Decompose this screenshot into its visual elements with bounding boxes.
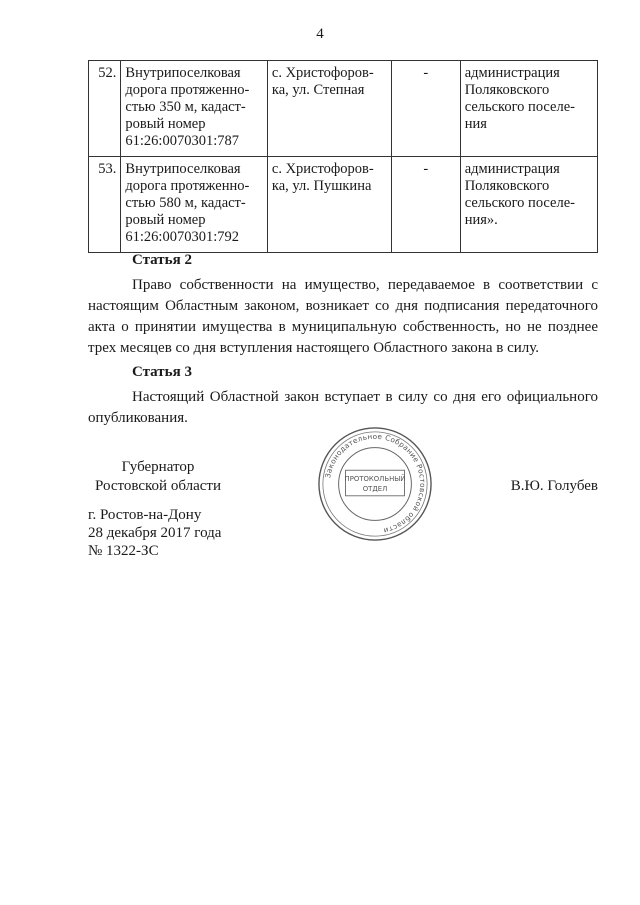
text-line: стью 580 м, кадаст- — [125, 195, 246, 211]
property-address — [267, 61, 391, 157]
post-line: Губернатор — [121, 459, 195, 475]
stamp-ring-text: Законодательное Собрание Ростовской области — [323, 431, 428, 536]
official-stamp — [316, 425, 434, 543]
post-line: Ростовской области — [95, 478, 221, 494]
text-line: ния — [464, 116, 487, 132]
text-line: ровый номер — [125, 212, 206, 228]
property-name — [121, 61, 267, 157]
row-number: 53. — [89, 157, 121, 253]
text-line: стью 350 м, кадаст- — [125, 99, 246, 115]
empty-value: - — [391, 157, 460, 253]
article-text: Настоящий Областной закон вступает в силу со дня его официального опубликования. — [88, 389, 598, 426]
property-table — [88, 60, 598, 253]
city: г. Ростов-на-Дону — [88, 507, 202, 523]
text-line: Внутрипоселковая — [125, 65, 241, 81]
row-number: 52. — [89, 61, 121, 157]
stamp-inner-line1: ПРОТОКОЛЬНЫЙ — [344, 475, 406, 484]
text-line: Поляковского — [464, 178, 550, 194]
stamp-inner-line2: ОТДЕЛ — [362, 484, 388, 493]
recipient-org — [460, 157, 597, 253]
text-line: ка, ул. Степная — [271, 82, 365, 98]
text-line: ния». — [464, 212, 498, 228]
article-title: Статья 3 — [132, 364, 192, 380]
text-line: ка, ул. Пушкина — [271, 178, 372, 194]
property-address — [267, 157, 391, 253]
article-title: Статья 2 — [132, 252, 192, 268]
text-line: сельского поселе- — [464, 195, 575, 211]
empty-value: - — [391, 61, 460, 157]
recipient-org — [460, 61, 597, 157]
text-line: дорога протяженно- — [125, 82, 250, 98]
text-line: ровый номер — [125, 116, 206, 132]
article-text: Право собственности на имущество, передаваемое в соответствии с настоящим Областным законом, возникает со дня подписания передаточного акта о принятии имущества в муниципальную собственность, но не позднее трех месяцев со дня вступления настоящего Областного закона в силу. — [88, 277, 598, 356]
article-2 — [88, 252, 598, 359]
signatory-name: В.Ю. Голубев — [510, 478, 598, 494]
text-line: с. Христофоров- — [271, 161, 374, 177]
text-line: 61:26:0070301:787 — [125, 133, 239, 149]
text-line: Внутрипоселковая — [125, 161, 241, 177]
signatory-post — [88, 458, 228, 496]
page-number: 4 — [316, 26, 324, 42]
date: 28 декабря 2017 года — [88, 525, 222, 541]
text-line: администрация — [464, 65, 560, 81]
text-line: администрация — [464, 161, 560, 177]
text-line: с. Христофоров- — [271, 65, 374, 81]
place-and-date — [88, 506, 221, 560]
text-line: Поляковского — [464, 82, 550, 98]
property-name — [121, 157, 267, 253]
table-row — [89, 61, 598, 157]
law-number: № 1322-ЗС — [88, 543, 159, 559]
table-row — [89, 157, 598, 253]
text-line: 61:26:0070301:792 — [125, 229, 239, 245]
article-3 — [88, 364, 598, 429]
text-line: дорога протяженно- — [125, 178, 250, 194]
text-line: сельского поселе- — [464, 99, 575, 115]
